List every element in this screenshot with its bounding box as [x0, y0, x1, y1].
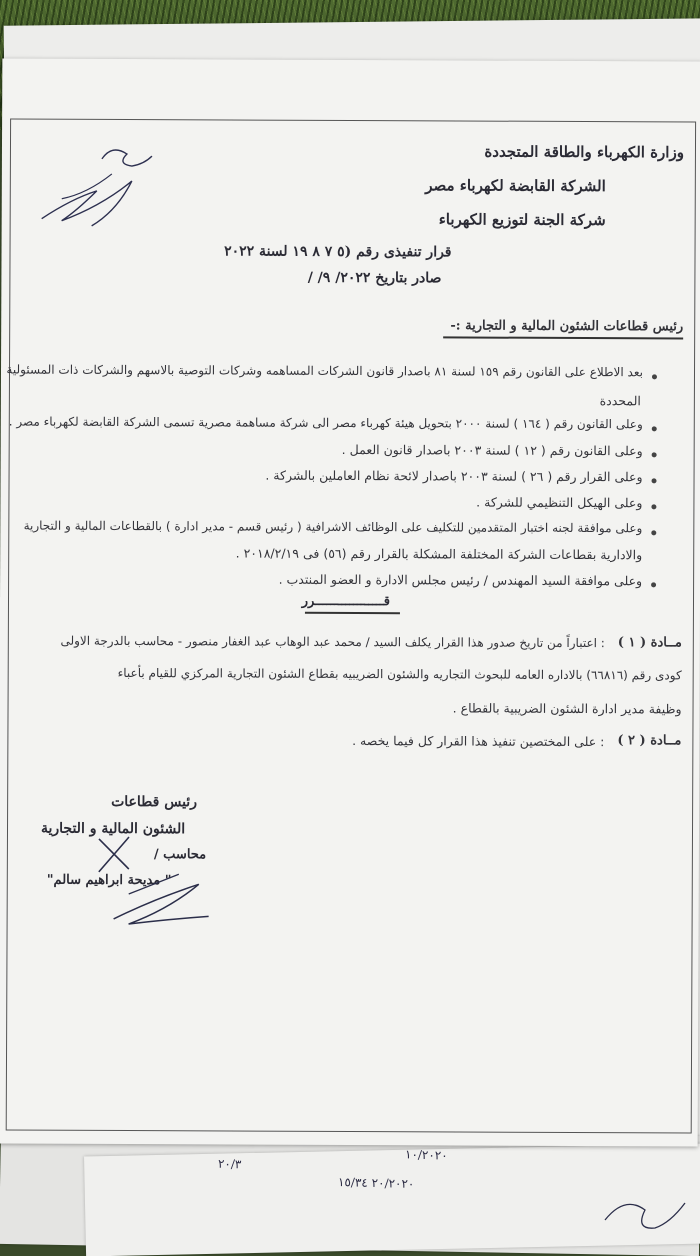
preamble-item: وعلى القانون رقم ( ١٦٤ ) لسنة ٢٠٠٠ بتحويل هيئة كهرباء مصر الى شركة مساهمة مصرية تسمى الشركة القابضة لكهرباء مصر . [8, 414, 643, 432]
preamble-item: وعلى موافقة لجنه اختبار المتقدمين للتكليف على الوظائف الاشرافية ( رئيس قسم - مدير ادارة ) بالقطاعات المالية و التجارية [23, 518, 643, 536]
decision-date: صادر بتاريخ ٢٠٢٢/ ٩/ / [307, 269, 442, 287]
bullet [651, 582, 656, 587]
article-2-label: مــادة ( ٢ ) [617, 733, 682, 749]
decides-heading: قــــــــــــــــــرر [301, 593, 391, 610]
signatory-signature [59, 819, 220, 940]
bullet [652, 478, 657, 483]
signature-scribble [32, 139, 162, 240]
document-page [0, 58, 700, 1146]
bottom-note: ٢٠/٢٠٢٠ ١٥/٣٤ [337, 1175, 415, 1191]
bottom-signature-scribble [600, 1180, 690, 1240]
article-1-text-continued: وظيفة مدير ادارة الشئون الضريبية بالقطاع . [452, 700, 682, 717]
preamble-item: وعلى الهيكل التنظيمي للشركة . [476, 494, 643, 511]
preamble-item-continued: المحددة [599, 393, 641, 409]
signatory-role: محاسب / [153, 847, 207, 863]
decision-title: قرار تنفيذى رقم (٥ ٧ ٨ ١٩ لسنة ٢٠٢٢ [224, 243, 452, 261]
bottom-note: ٢٠/٣ [217, 1156, 242, 1172]
preamble-item: بعد الاطلاع على القانون رقم ١٥٩ لسنة ٨١ باصدار قانون الشركات المساهمه وشركات التوصية بالاسهم والشركات ذات المسئولية [6, 362, 644, 380]
header-ministry: وزارة الكهرباء والطاقة المتجددة [484, 142, 685, 162]
signatory-title: رئيس قطاعات [111, 793, 198, 811]
header-holding-company: الشركة القابضة لكهرباء مصر [425, 176, 606, 196]
bullet [652, 374, 657, 379]
header-distribution-company: شركة الجنة لتوزيع الكهرباء [438, 210, 606, 230]
signatory-name: " مديحة ابراهيم سالم" [46, 872, 172, 889]
article-1-text: : اعتباراً من تاريخ صدور هذا القرار يكلف السيد / محمد عبد الوهاب عبد الغفار منصور - محاسب بالدرجة الاولى [60, 633, 605, 651]
article-2-text: : على المختصين تنفيذ هذا القرار كل فيما يخصه . [352, 733, 605, 750]
preamble-item-continued: والادارية بقطاعات الشركة المختلفة المشكلة بالقرار رقم (٥٦) فى ٢٠١٨/٢/١٩ . [235, 545, 643, 563]
bullet [651, 504, 656, 509]
bullet [652, 426, 657, 431]
article-1-label: مــادة ( ١ ) [617, 635, 682, 651]
bullet [651, 530, 656, 535]
preamble-item: وعلى موافقة السيد المهندس / رئيس مجلس الادارة و العضو المنتدب . [278, 571, 643, 589]
preamble-item: وعلى القانون رقم ( ١٢ ) لسنة ٢٠٠٣ باصدار قانون العمل . [341, 441, 643, 459]
preamble-item: وعلى القرار رقم ( ٢٦ ) لسنة ٢٠٠٣ باصدار لائحة نظام العاملين بالشركة . [265, 467, 643, 485]
signatory-department: الشئون المالية و التجارية [40, 820, 186, 838]
article-1-text-continued: كودى رقم (٦٦٨١٦) بالاداره العامه للبحوث التجاريه والشئون الضريبيه بقطاع الشئون التجارية المركزي للقيام بأعباء [117, 665, 682, 683]
bottom-note: ١٠/٢٠٢٠ [404, 1147, 448, 1163]
bullet [652, 452, 657, 457]
addressee: رئيس قطاعات الشئون المالية و التجارية :- [450, 318, 684, 335]
